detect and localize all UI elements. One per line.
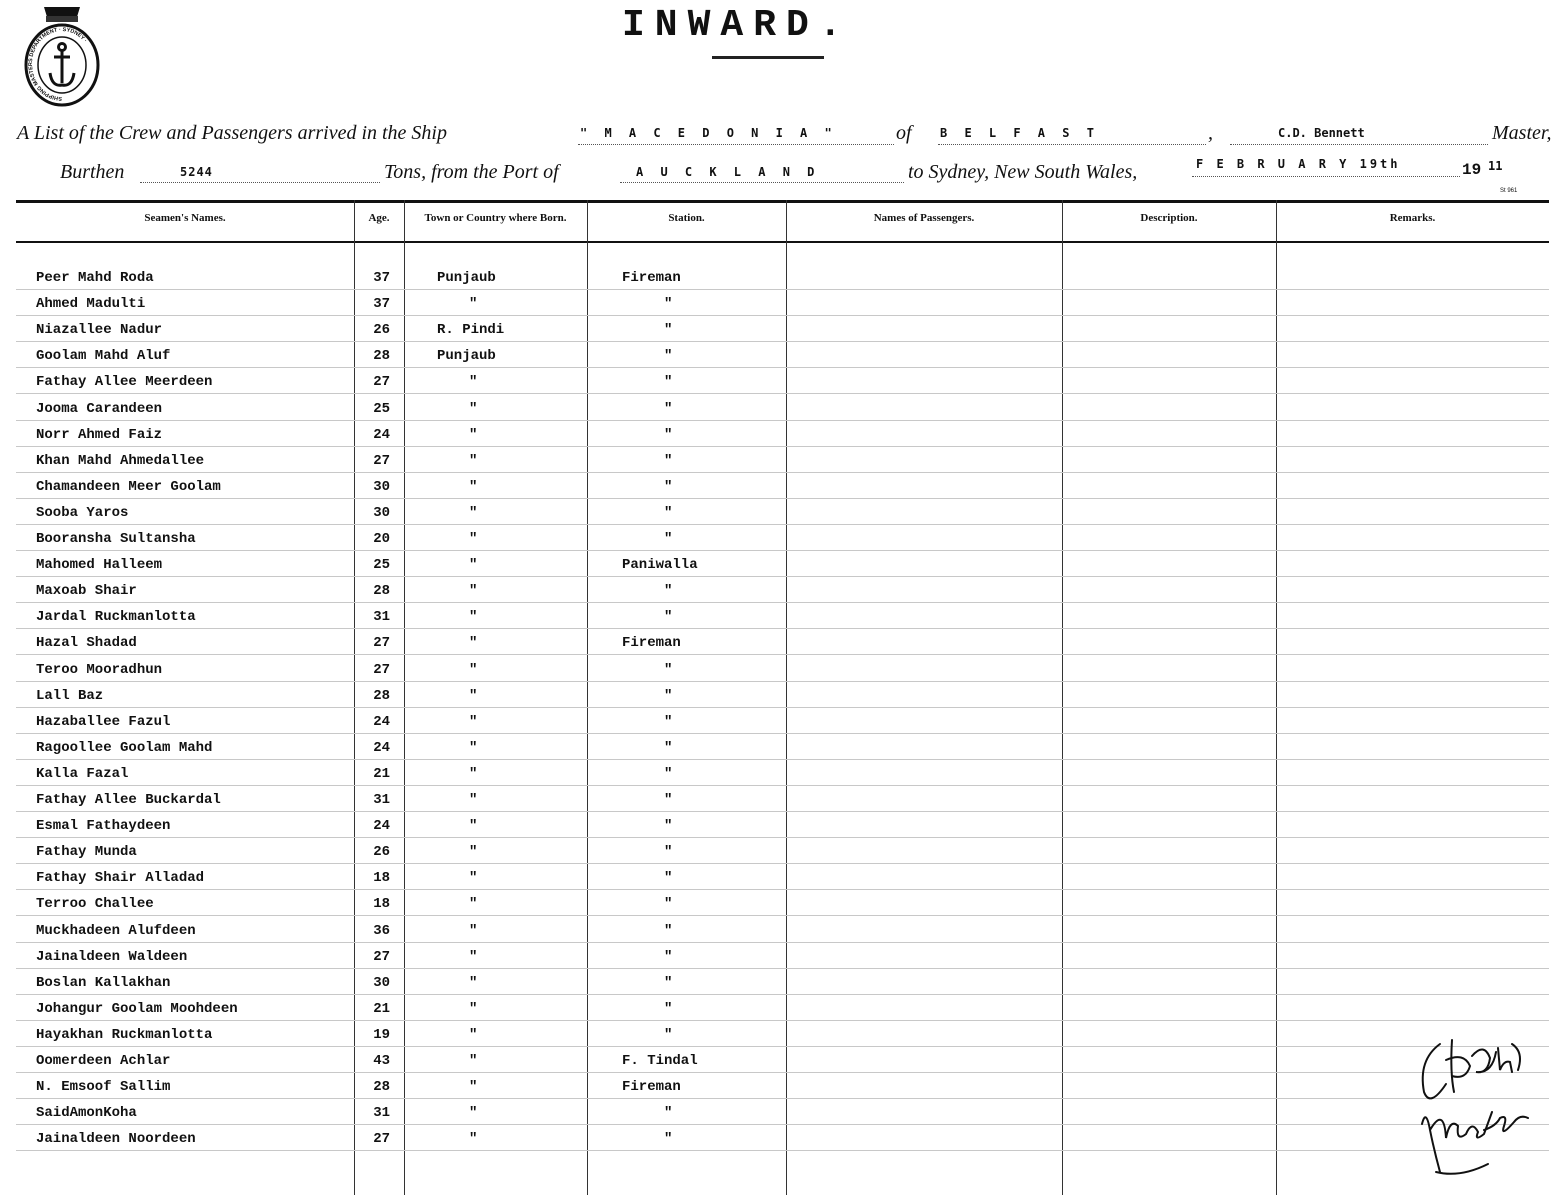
seaman-station: Fireman	[622, 635, 681, 652]
seaman-birthplace: "	[469, 609, 478, 626]
seaman-birthplace: "	[469, 896, 478, 913]
seaman-name: Fathay Shair Alladad	[36, 870, 205, 887]
seaman-age: 24	[373, 739, 390, 756]
seaman-station: "	[664, 844, 673, 861]
table-row	[0, 421, 1559, 447]
form-reference: St 961	[1500, 188, 1518, 194]
seaman-birthplace: "	[469, 818, 478, 835]
master-name-line	[1230, 144, 1488, 145]
table-row	[0, 1125, 1559, 1151]
seaman-name: Lall Baz	[36, 687, 104, 704]
seaman-name: Esmal Fathaydeen	[36, 818, 171, 835]
seaman-station: "	[664, 478, 673, 495]
table-row	[0, 943, 1559, 969]
seaman-station: "	[664, 792, 673, 808]
seaman-name: Niazallee Nadur	[36, 322, 163, 339]
seaman-name: Peer Mahd Roda	[36, 270, 154, 286]
port-of-registry-line	[938, 144, 1206, 145]
seaman-age: 37	[373, 296, 390, 313]
seaman-age: 27	[373, 635, 390, 652]
seaman-age: 24	[373, 818, 390, 835]
seaman-name: Goolam Mahd Aluf	[36, 348, 171, 365]
seaman-age: 24	[373, 426, 390, 443]
ship-name: " M A C E D O N I A "	[580, 126, 837, 140]
table-row	[0, 1021, 1559, 1047]
seaman-name: Chamandeen Meer Goolam	[36, 478, 221, 495]
table-row	[0, 786, 1559, 812]
seaman-station: "	[664, 583, 673, 600]
table-row	[0, 342, 1559, 368]
seaman-station: "	[664, 818, 673, 835]
seaman-name: Sooba Yaros	[36, 504, 129, 521]
header-line1-prefix: A List of the Crew and Passengers arrived in the Ship	[17, 122, 447, 144]
row-rule	[16, 1150, 1549, 1151]
from-port-line	[620, 182, 904, 183]
seaman-station: "	[664, 948, 673, 965]
seaman-age: 27	[373, 1131, 390, 1148]
seaman-birthplace: "	[469, 870, 478, 887]
seaman-age: 18	[373, 896, 390, 913]
seaman-age: 28	[373, 583, 390, 600]
seaman-station: Fireman	[622, 270, 681, 286]
seaman-name: Ragoollee Goolam Mahd	[36, 739, 213, 756]
seaman-station: "	[664, 1131, 673, 1148]
column-header-seamen-names: Seamen's Names.	[144, 212, 226, 224]
table-row	[0, 525, 1559, 551]
seaman-age: 30	[373, 478, 390, 495]
seaman-birthplace: "	[469, 452, 478, 469]
table-row	[0, 682, 1559, 708]
port-of-registry: B E L F A S T	[940, 126, 1099, 140]
seaman-station: Fireman	[622, 1079, 681, 1096]
table-top-rule	[16, 200, 1549, 203]
seaman-birthplace: "	[469, 948, 478, 965]
seaman-age: 26	[373, 844, 390, 861]
seaman-birthplace: "	[469, 765, 478, 782]
table-row	[0, 368, 1559, 394]
seaman-name: Hazal Shadad	[36, 635, 137, 652]
seaman-name: N. Emsoof Sallim	[36, 1079, 171, 1096]
seaman-station: "	[664, 1105, 673, 1122]
destination: to Sydney, New South Wales,	[908, 161, 1138, 183]
table-row	[0, 708, 1559, 734]
seaman-station: "	[664, 296, 673, 313]
burthen-value: 5244	[180, 165, 213, 179]
seaman-age: 27	[373, 452, 390, 469]
table-row	[0, 577, 1559, 603]
column-header-age: Age.	[368, 212, 390, 224]
seaman-name: Mahomed Halleem	[36, 557, 163, 574]
seaman-age: 25	[373, 557, 390, 574]
seaman-name: Terroo Challee	[36, 896, 154, 913]
seaman-birthplace: "	[469, 557, 478, 574]
table-row	[0, 838, 1559, 864]
seaman-name: Fathay Munda	[36, 844, 137, 861]
svg-text:SHIPPING MASTERS DEPARTMENT ·: SHIPPING MASTERS DEPARTMENT · SYDNEY ·	[28, 26, 88, 102]
of-label: of	[896, 122, 912, 144]
table-row	[0, 1073, 1559, 1099]
seaman-name: Johangur Goolam Moohdeen	[36, 1000, 238, 1017]
year-prefix: 19	[1462, 161, 1482, 179]
title-underline	[712, 56, 824, 59]
seaman-name: SaidAmonKoha	[36, 1105, 137, 1122]
seaman-age: 31	[373, 1105, 390, 1122]
seaman-station: "	[664, 765, 673, 782]
seaman-age: 43	[373, 1053, 390, 1069]
seaman-station: "	[664, 322, 673, 339]
ship-name-line	[578, 144, 894, 145]
seaman-birthplace: "	[469, 374, 478, 391]
seaman-age: 36	[373, 922, 390, 939]
seaman-age: 27	[373, 661, 390, 678]
seaman-station: "	[664, 504, 673, 521]
seaman-station: "	[664, 400, 673, 417]
seaman-station: "	[664, 739, 673, 756]
seaman-age: 25	[373, 400, 390, 417]
table-row	[0, 264, 1559, 290]
page-title: INWARD.	[622, 4, 852, 47]
seaman-station: "	[664, 661, 673, 678]
table-row	[0, 290, 1559, 316]
seaman-age: 28	[373, 687, 390, 704]
anchor-icon	[50, 44, 74, 86]
shipping-masters-seal	[22, 3, 102, 111]
column-header-description: Description.	[1140, 212, 1198, 224]
master-label: Master,	[1492, 122, 1552, 144]
seaman-station: "	[664, 452, 673, 469]
seaman-birthplace: "	[469, 296, 478, 313]
seaman-age: 21	[373, 1000, 390, 1017]
seaman-station: "	[664, 974, 673, 991]
table-row	[0, 473, 1559, 499]
seaman-name: Jainaldeen Noordeen	[36, 1131, 196, 1148]
burthen-line	[140, 182, 380, 183]
seaman-birthplace: "	[469, 400, 478, 417]
seaman-name: Boslan Kallakhan	[36, 974, 171, 991]
seaman-name: Ahmed Madulti	[36, 296, 146, 313]
seaman-name: Jardal Ruckmanlotta	[36, 609, 196, 626]
seaman-birthplace: "	[469, 687, 478, 704]
seaman-birthplace: Punjaub	[437, 348, 496, 365]
table-row	[0, 629, 1559, 655]
from-port: A U C K L A N D	[636, 165, 820, 179]
seaman-age: 24	[373, 713, 390, 730]
seaman-birthplace: "	[469, 531, 478, 547]
seaman-birthplace: "	[469, 478, 478, 495]
table-row	[0, 499, 1559, 525]
seaman-station: "	[664, 1000, 673, 1017]
seaman-name: Hayakhan Ruckmanlotta	[36, 1026, 213, 1043]
comma-separator: ,	[1208, 122, 1213, 144]
table-row	[0, 1099, 1559, 1125]
seaman-age: 18	[373, 870, 390, 887]
seaman-age: 28	[373, 348, 390, 365]
seaman-name: Maxoab Shair	[36, 583, 137, 600]
seaman-station: "	[664, 531, 673, 547]
seaman-birthplace: "	[469, 635, 478, 652]
table-row	[0, 890, 1559, 916]
seaman-station: "	[664, 609, 673, 626]
seaman-birthplace: "	[469, 792, 478, 808]
seaman-birthplace: "	[469, 739, 478, 756]
seaman-station: "	[664, 922, 673, 939]
table-row	[0, 812, 1559, 838]
seaman-birthplace: "	[469, 1053, 478, 1069]
table-row	[0, 656, 1559, 682]
table-row	[0, 734, 1559, 760]
seaman-name: Booransha Sultansha	[36, 531, 196, 547]
burthen-label: Burthen	[60, 161, 125, 183]
table-row	[0, 603, 1559, 629]
master-signature	[1400, 1022, 1550, 1182]
seaman-station: "	[664, 426, 673, 443]
seaman-birthplace: "	[469, 1026, 478, 1043]
table-row	[0, 995, 1559, 1021]
seaman-birthplace: "	[469, 713, 478, 730]
seaman-station: "	[664, 896, 673, 913]
seaman-age: 37	[373, 270, 390, 286]
seaman-name: Oomerdeen Achlar	[36, 1053, 171, 1069]
seaman-age: 31	[373, 609, 390, 626]
seaman-birthplace: R. Pindi	[437, 322, 505, 339]
column-header-remarks: Remarks.	[1389, 212, 1436, 224]
table-row	[0, 864, 1559, 890]
seaman-age: 30	[373, 974, 390, 991]
seaman-birthplace: "	[469, 426, 478, 443]
seaman-birthplace: "	[469, 583, 478, 600]
table-row	[0, 969, 1559, 995]
seaman-name: Jainaldeen Waldeen	[36, 948, 188, 965]
seaman-name: Jooma Carandeen	[36, 400, 163, 417]
seaman-station: "	[664, 687, 673, 704]
seaman-station: "	[664, 348, 673, 365]
tons-label: Tons, from the Port of	[384, 161, 559, 183]
seaman-birthplace: "	[469, 1131, 478, 1148]
seaman-station: Paniwalla	[622, 557, 698, 574]
seaman-birthplace: Punjaub	[437, 270, 496, 286]
seaman-age: 31	[373, 792, 390, 808]
seaman-name: Kalla Fazal	[36, 765, 129, 782]
table-row	[0, 395, 1559, 421]
seaman-age: 21	[373, 765, 390, 782]
seaman-name: Hazaballee Fazul	[36, 713, 171, 730]
seaman-birthplace: "	[469, 922, 478, 939]
table-row	[0, 760, 1559, 786]
seaman-name: Khan Mahd Ahmedallee	[36, 452, 205, 469]
table-row	[0, 316, 1559, 342]
arrival-date: F E B R U A R Y 19th	[1196, 157, 1401, 171]
seaman-age: 28	[373, 1079, 390, 1096]
column-header-station: Station.	[668, 212, 705, 224]
seaman-station: "	[664, 1026, 673, 1043]
year-suffix: 11	[1488, 159, 1503, 173]
table-row	[0, 917, 1559, 943]
seaman-age: 19	[373, 1026, 390, 1043]
seaman-station: "	[664, 374, 673, 391]
seaman-station: "	[664, 713, 673, 730]
arrival-date-line	[1192, 176, 1460, 177]
table-header-rule	[16, 241, 1549, 243]
column-header-passenger-names: Names of Passengers.	[873, 212, 975, 224]
seaman-name: Norr Ahmed Faiz	[36, 426, 163, 443]
seaman-age: 30	[373, 504, 390, 521]
seaman-birthplace: "	[469, 844, 478, 861]
seaman-name: Muckhadeen Alufdeen	[36, 922, 196, 939]
seaman-name: Fathay Allee Meerdeen	[36, 374, 213, 391]
table-row	[0, 1047, 1559, 1073]
table-row	[0, 447, 1559, 473]
seaman-birthplace: "	[469, 1079, 478, 1096]
table-row	[0, 551, 1559, 577]
seaman-birthplace: "	[469, 1105, 478, 1122]
seaman-birthplace: "	[469, 504, 478, 521]
seaman-name: Teroo Mooradhun	[36, 661, 163, 678]
seaman-station: F. Tindal	[622, 1053, 698, 1069]
seaman-name: Fathay Allee Buckardal	[36, 792, 221, 808]
seaman-age: 27	[373, 948, 390, 965]
column-header-birthplace: Town or Country where Born.	[424, 212, 567, 224]
seaman-birthplace: "	[469, 1000, 478, 1017]
master-name: C.D. Bennett	[1278, 126, 1365, 140]
seaman-age: 20	[373, 531, 390, 547]
seaman-station: "	[664, 870, 673, 887]
seaman-age: 27	[373, 374, 390, 391]
seaman-birthplace: "	[469, 661, 478, 678]
seaman-birthplace: "	[469, 974, 478, 991]
seaman-age: 26	[373, 322, 390, 339]
